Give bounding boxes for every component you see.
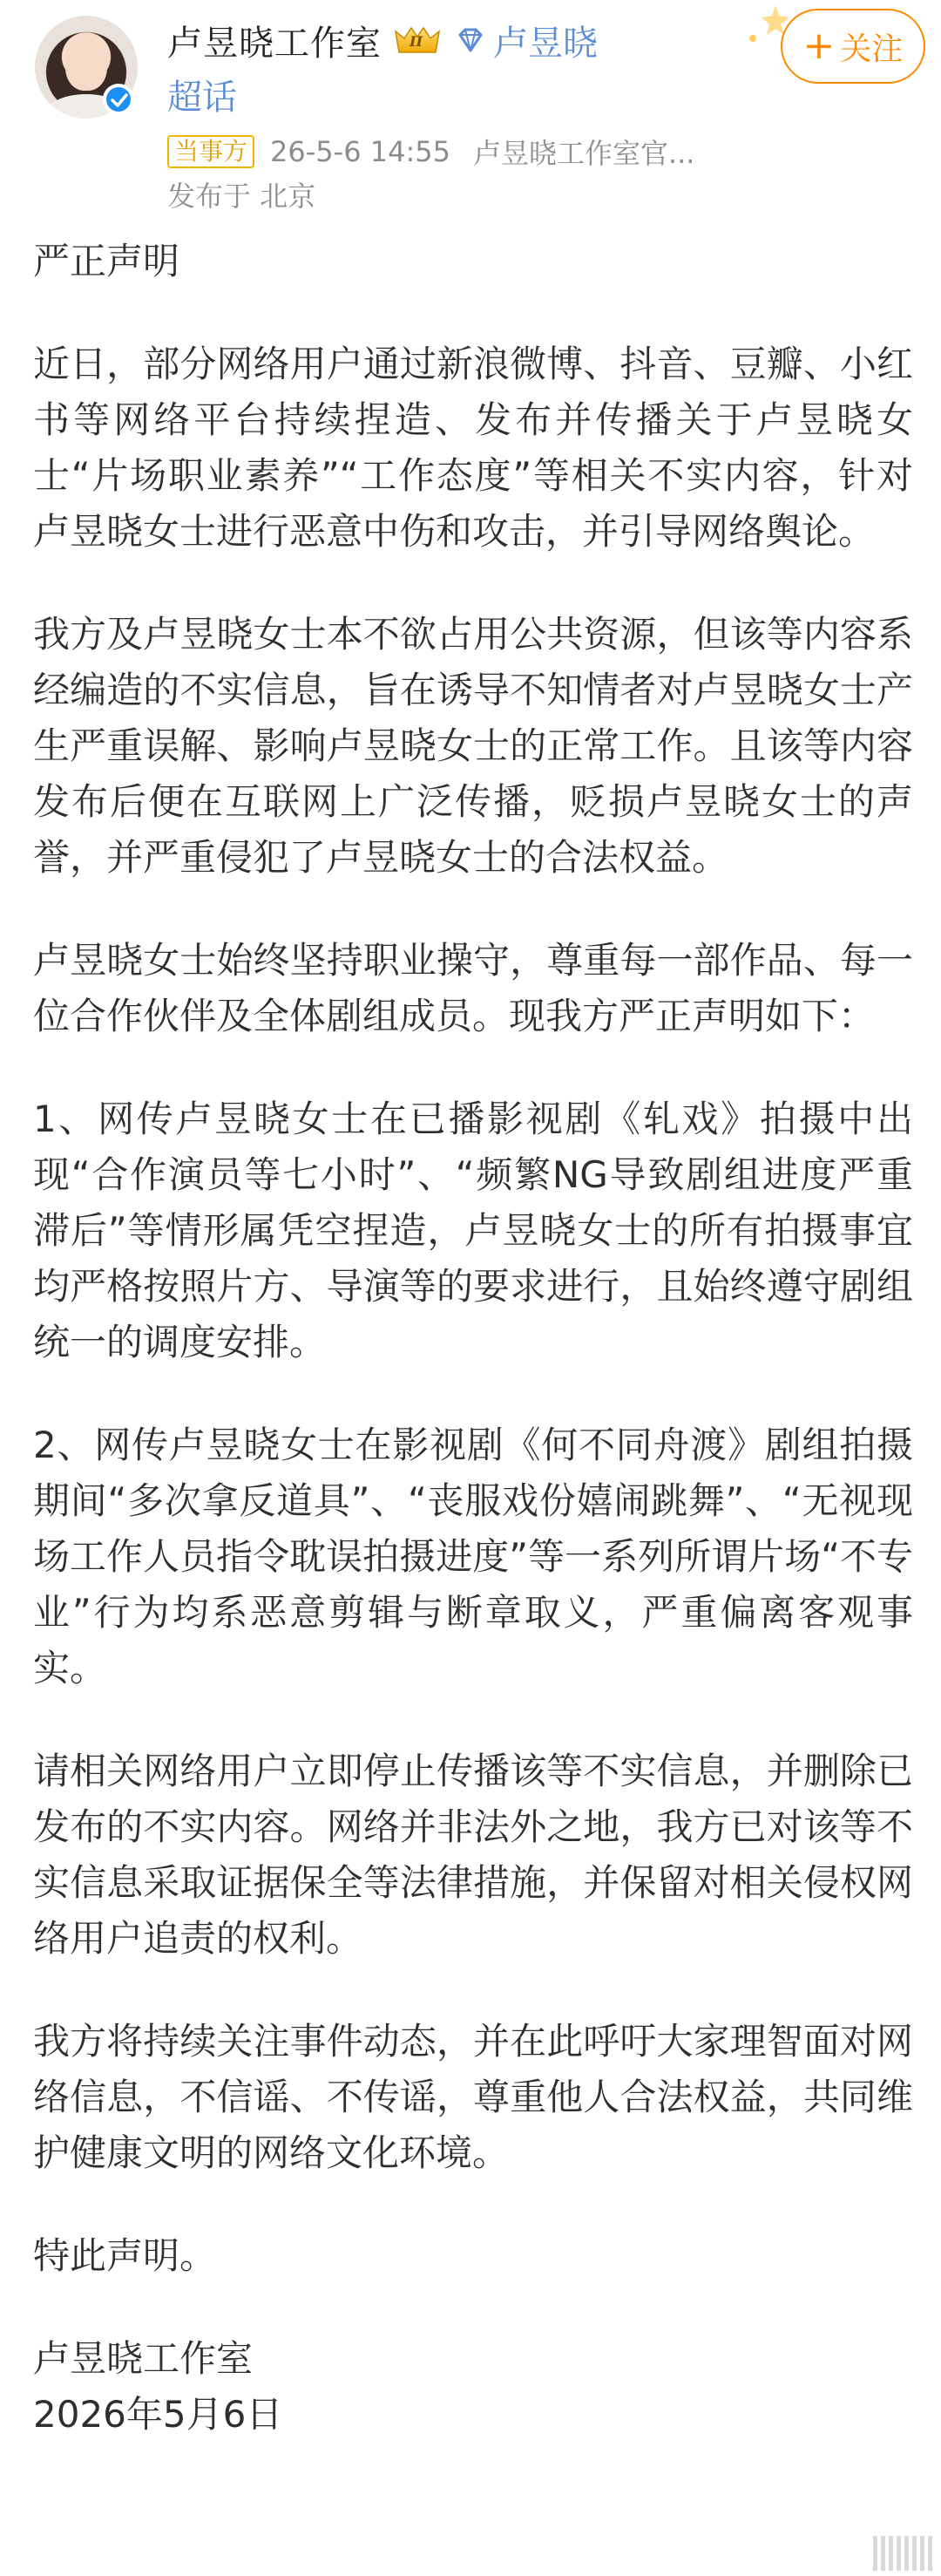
paragraph-2: 我方及卢昱晓女士本不欲占用公共资源，但该等内容系经编造的不实信息，旨在诱导不知情者对卢昱晓女士产生严重误解、影响卢昱晓女士的正常工作。且该等内容发布后便在互联网上广泛传播，贬损卢昱晓女士的声誉，并严重侵犯了卢昱晓女士的合法权益。 [33, 613, 913, 879]
statement-title: 严正声明 [33, 240, 180, 282]
paragraph-1: 近日，部分网络用户通过新浪微博、抖音、豆瓣、小红书等网络平台持续捏造、发布并传播关于卢昱晓女士“片场职业素养”“工作态度”等相关不实内容，针对卢昱晓女士进行恶意中伤和攻击，并引导网络舆论。 [33, 343, 913, 553]
avatar-face [65, 40, 107, 91]
follow-button[interactable] [781, 9, 925, 84]
supertopic-link[interactable]: 卢昱晓 [493, 23, 598, 64]
signature-block [33, 2331, 913, 2443]
plus-icon: + [802, 24, 836, 68]
paragraph-6: 请相关网络用户立即停止传播该等不实信息，并删除已发布的不实内容。网络并非法外之地，我方已对该等不实信息采取证据保全等法律措施，并保留对相关侵权网络用户追责的权利。 [33, 1750, 913, 1960]
signature: 卢昱晓工作室 [33, 2337, 254, 2380]
footer-tick [881, 2536, 885, 2571]
account-name[interactable]: 卢昱晓工作室 [167, 23, 382, 64]
post-body [33, 234, 913, 2443]
footer-tick [920, 2536, 924, 2571]
footer-tick [928, 2536, 932, 2571]
level-badge-text: II [410, 33, 423, 50]
post-meta [167, 133, 694, 171]
follow-label: 关注 [840, 31, 904, 67]
level-crown-icon[interactable] [392, 24, 443, 56]
footer-tick [897, 2536, 901, 2571]
footer-tick [873, 2536, 877, 2571]
footer-edge-marks [870, 2536, 932, 2571]
footer-tick [904, 2536, 909, 2571]
post-header [0, 0, 941, 218]
paragraph-3: 卢昱晓女士始终坚持职业操守，尊重每一部作品、每一位合作伙伴及全体剧组成员。现我方严正声明如下： [33, 939, 913, 1037]
paragraph-5: 2、网传卢昱晓女士在影视剧《何不同舟渡》剧组拍摄期间“多次拿反道具”、“丧服戏份嬉闹跳舞”、“无视现场工作人员指令耽误拍摄进度”等一系列所谓片场“不专业”行为均系恶意剪辑与断章取义，严重偏离客观事实。 [33, 1424, 913, 1689]
post-timestamp: 26-5-6 14:55 [270, 135, 450, 168]
post-location: 发布于 北京 [167, 180, 316, 213]
statement-date: 2026年5月6日 [33, 2393, 283, 2436]
tag-badge: 当事方 [167, 135, 254, 168]
paragraph-8: 特此声明。 [33, 2234, 217, 2277]
paragraph-4: 1、网传卢昱晓女士在已播影视剧《轧戏》拍摄中出现“合作演员等七小时”、“频繁NG导致剧组进度严重滞后”等情形属凭空捏造，卢昱晓女士的所有拍摄事宜均严格按照片方、导演等的要求进行，且始终遵守剧组统一的调度安排。 [33, 1098, 913, 1363]
footer-tick [889, 2536, 893, 2571]
name-row [167, 12, 598, 68]
supertopic-diamond-icon [455, 24, 486, 56]
paragraph-7: 我方将持续关注事件动态，并在此呼吁大家理智面对网络信息，不信谣、不传谣，尊重他人合法权益，共同维护健康文明的网络文化环境。 [33, 2020, 913, 2174]
post-source[interactable]: 卢昱晓工作室官... [472, 137, 695, 170]
supertopic-link-line2[interactable]: 超话 [167, 78, 237, 118]
verified-icon [103, 84, 134, 115]
footer-tick [912, 2536, 917, 2571]
